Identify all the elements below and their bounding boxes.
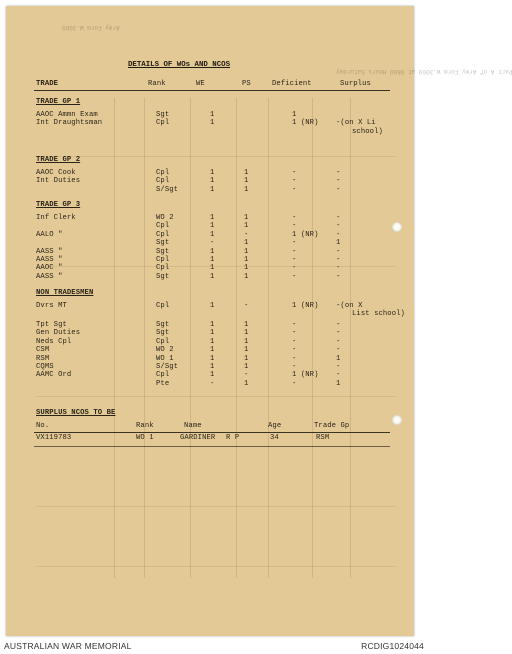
row-surplus: - [336,321,341,329]
row-we: 1 [210,371,215,380]
surplus-no: VX119783 [36,434,72,442]
row-rank: Cpl [156,169,170,177]
punch-hole [392,222,402,232]
row-rank: Cpl [156,177,170,186]
row-rank: WO 2 [156,346,174,355]
header-rank: Rank [148,80,166,88]
header-we: WE [196,80,205,88]
row-trade: CQMS [36,363,54,371]
form-row-line [36,566,396,567]
row-deficient: - [292,272,297,281]
row-ps: 1 [244,247,249,256]
row-trade: AAMC Ord [36,371,72,380]
row-rank: WO 2 [156,214,174,222]
surplus-name: GARDINER [180,434,216,442]
row-trade: Dvrs MT [36,302,67,310]
row-trade: AAOC Cook [36,169,76,177]
punch-hole [392,415,402,425]
row-ps: 1 [244,272,249,281]
row-surplus: - [336,346,341,355]
surplus-header-rank: Rank [136,422,154,430]
row-we: - [210,239,215,248]
row-surplus: - [336,371,341,380]
surplus-bottom-rule [34,446,390,447]
row-ps: 1 [244,354,249,363]
row-ps: 1 [244,363,249,371]
row-we: 1 [210,264,215,273]
surplus-header-age: Age [268,422,282,430]
row-ps: 1 [244,256,249,264]
form-row-line [36,156,396,157]
row-ps: 1 [244,264,249,273]
row-ps: 1 [244,185,249,194]
row-surplus: - [336,329,341,338]
row-trade: Tpt Sgt [36,321,67,329]
row-surplus: - [336,222,341,231]
row-surplus: - [336,264,341,273]
row-we: 1 [210,321,215,329]
row-we: 1 [210,169,215,177]
row-deficient: - [292,247,297,256]
row-deficient: 1 (NR) [292,230,319,239]
footer-left: AUSTRALIAN WAR MEMORIAL [4,641,132,651]
row-deficient: 1 (NR) [292,371,319,380]
group-heading: TRADE GP 1 [36,98,81,106]
row-we: 1 [210,363,215,371]
footer-right: RCDIG1024044 [361,641,424,651]
ghost-form-text: Part A of Army Form W.3009 at 0800 Hours Saturday [336,68,512,75]
row-we: 1 [210,222,215,231]
row-trade: Neds Cpl [36,337,72,346]
row-deficient: - [292,256,297,264]
header-deficient: Deficient [272,80,312,88]
row-surplus: -(on X Li [336,119,376,128]
row-trade: AALO " [36,230,63,239]
row-rank: Cpl [156,337,170,346]
surplus-header-name: Name [184,422,202,430]
row-we: 1 [210,329,215,338]
row-deficient: - [292,363,297,371]
row-rank: Sgt [156,247,170,256]
row-we: 1 [210,302,215,310]
header-ps: PS [242,80,251,88]
row-deficient: - [292,346,297,355]
row-ps: 1 [244,379,249,388]
row-rank: Sgt [156,111,170,119]
row-note: school) [352,127,383,136]
row-ps: 1 [244,329,249,338]
row-we: 1 [210,354,215,363]
row-trade: AASS " [36,272,63,281]
row-deficient: - [292,222,297,231]
row-surplus: -(on X [336,302,363,310]
row-rank: Sgt [156,239,170,248]
row-rank: Sgt [156,329,170,338]
surplus-age: 34 [270,434,279,442]
row-surplus: 1 [336,239,341,248]
surplus-rank: WO 1 [136,434,154,442]
row-ps: 1 [244,169,249,177]
row-surplus: 1 [336,354,341,363]
row-trade: RSM [36,354,50,363]
row-trade: AAOC " [36,264,63,273]
row-trade: Inf Clerk [36,214,76,222]
surplus-trade: RSM [316,434,330,442]
row-rank: S/Sgt [156,185,179,194]
row-deficient: - [292,379,297,388]
row-ps: 1 [244,321,249,329]
row-ps: 1 [244,222,249,231]
row-surplus: - [336,214,341,222]
row-ps: - [244,371,249,380]
ghost-form-ref: Army Form W.3009 [62,24,120,31]
surplus-header-trade: Trade Gp [314,422,350,430]
document-page [6,6,512,636]
row-we: - [210,379,215,388]
surplus-initials: R P [226,434,240,442]
row-trade: Gen Duties [36,329,81,338]
row-surplus: - [336,337,341,346]
row-we: 1 [210,346,215,355]
row-ps: 1 [244,337,249,346]
row-rank: Sgt [156,272,170,281]
row-ps: - [244,230,249,239]
row-trade: AASS " [36,256,63,264]
row-trade: CSM [36,346,50,355]
row-note: List school) [352,310,405,319]
row-rank: WO 1 [156,354,174,363]
row-trade: Int Duties [36,177,81,186]
row-ps: 1 [244,214,249,222]
row-surplus: 1 [336,379,341,388]
row-rank: Cpl [156,230,170,239]
surplus-rule [34,432,390,433]
row-deficient: - [292,264,297,273]
row-we: 1 [210,177,215,186]
row-deficient: 1 [292,111,297,119]
row-surplus: - [336,247,341,256]
row-ps: 1 [244,177,249,186]
row-surplus: - [336,256,341,264]
row-deficient: - [292,354,297,363]
row-deficient: - [292,337,297,346]
row-trade: Int Draughtsman [36,119,103,128]
header-surplus: Surplus [340,80,371,88]
row-we: 1 [210,256,215,264]
group-heading: TRADE GP 2 [36,156,81,164]
row-deficient: 1 (NR) [292,119,319,128]
row-ps: - [244,302,249,310]
row-rank: Cpl [156,371,170,380]
row-deficient: - [292,329,297,338]
row-deficient: - [292,177,297,186]
row-we: 1 [210,272,215,281]
row-rank: Cpl [156,256,170,264]
row-surplus: - [336,363,341,371]
header-trade: TRADE [36,80,59,88]
header-rule [34,90,390,91]
row-rank: Cpl [156,264,170,273]
row-rank: Sgt [156,321,170,329]
row-rank: Cpl [156,119,170,128]
row-surplus: - [336,185,341,194]
row-rank: Pte [156,379,170,388]
row-we: 1 [210,111,215,119]
row-ps: 1 [244,346,249,355]
row-surplus: - [336,177,341,186]
surplus-header-no: No. [36,422,50,430]
row-we: 1 [210,337,215,346]
row-trade: AASS " [36,247,63,256]
group-heading: TRADE GP 3 [36,201,81,209]
row-deficient: - [292,321,297,329]
row-we: 1 [210,247,215,256]
row-surplus: - [336,169,341,177]
group-heading: NON TRADESMEN [36,289,94,297]
row-deficient: 1 (NR) [292,302,319,310]
row-deficient: - [292,239,297,248]
surplus-heading: SURPLUS NCOS TO BE [36,409,116,417]
row-trade: AAOC Ammn Exam [36,111,98,119]
row-surplus: - [336,272,341,281]
row-deficient: - [292,214,297,222]
row-we: 1 [210,214,215,222]
row-deficient: - [292,169,297,177]
row-rank: Cpl [156,222,170,231]
row-surplus: - [336,230,341,239]
form-row-line [36,266,396,267]
form-row-line [36,396,396,397]
row-we: 1 [210,119,215,128]
row-deficient: - [292,185,297,194]
row-we: 1 [210,185,215,194]
row-rank: S/Sgt [156,363,179,371]
row-rank: Cpl [156,302,170,310]
row-we: 1 [210,230,215,239]
document-title: DETAILS OF WOs AND NCOS [128,61,231,69]
row-ps: 1 [244,239,249,248]
form-row-line [36,506,396,507]
